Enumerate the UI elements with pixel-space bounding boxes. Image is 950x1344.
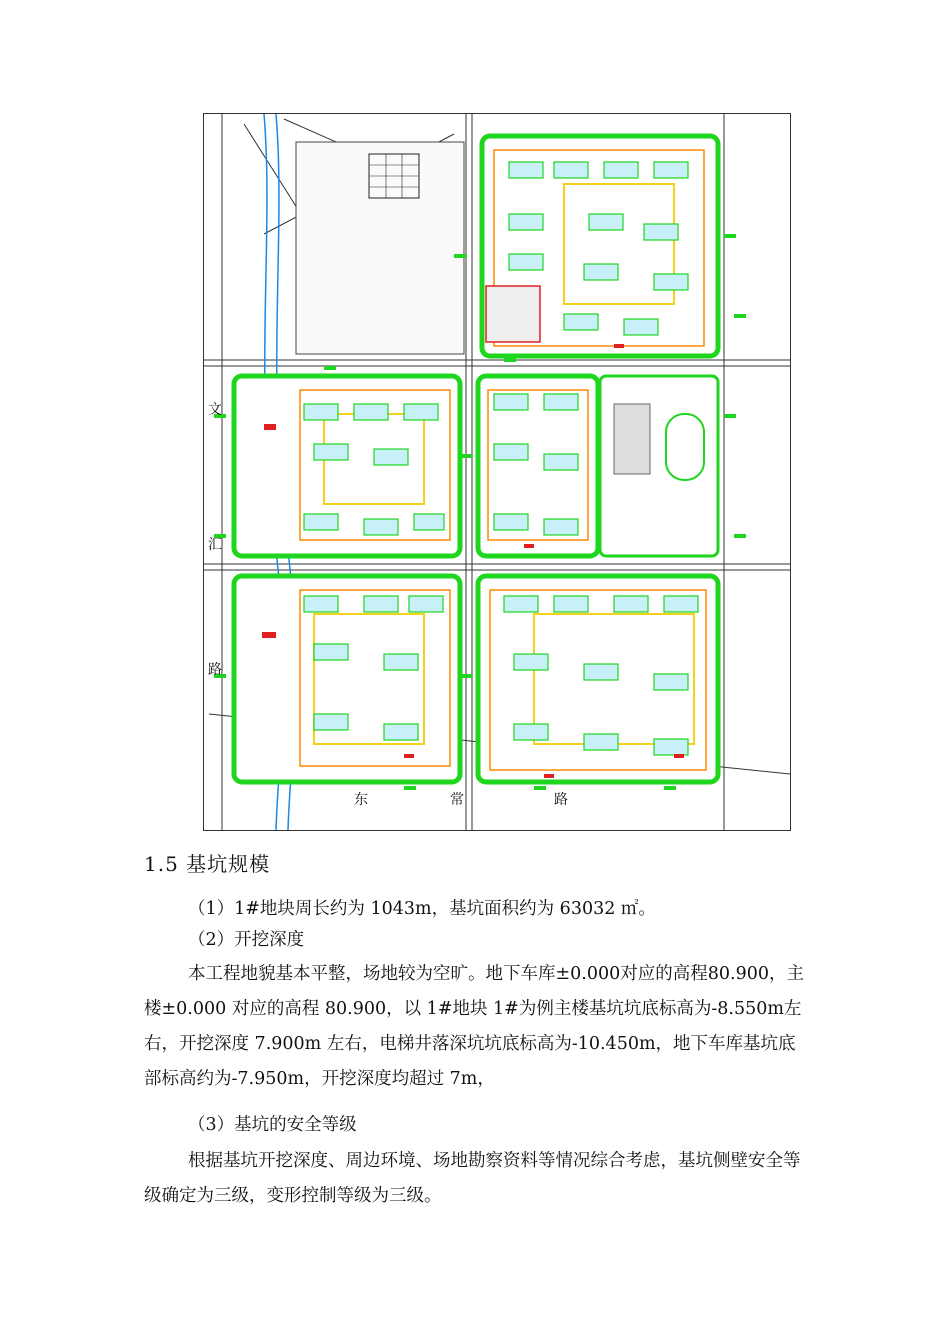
- road-label-4: 东: [354, 792, 368, 808]
- site-plan-svg: [204, 114, 790, 830]
- road-label-3: 路: [208, 662, 222, 678]
- site-plan-drawing: [203, 113, 791, 831]
- lot-empty-north: [296, 142, 464, 354]
- depth-paragraph: 本工程地貌基本平整，场地较为空旷。地下车库±0.000对应的高程80.900，主楼±0.000 对应的高程 80.900，以 1#地块 1#为例主楼基坑坑底标高为-8.550m左右，开挖深度 7.900m 左右，电梯井落深坑坑底标高为-10.450m，地下车库基坑底部标高约为-7.950m，开挖深度均超过 7m，: [144, 964, 804, 1089]
- perimeter-item: （1）1#地块周长约为 1043m，基坑面积约为 63032 ㎡。: [188, 899, 656, 919]
- road-label-5: 常: [450, 792, 464, 808]
- road-label-6: 路: [554, 792, 568, 808]
- safety-paragraph: 根据基坑开挖深度、周边环境、场地勘察资料等情况综合考虑，基坑侧壁安全等级确定为三级，变形控制等级为三级。: [144, 1151, 801, 1206]
- section-heading: 1.5 基坑规模: [144, 852, 271, 876]
- depth-title: （2）开挖深度: [188, 930, 305, 950]
- road-label-1: 文: [208, 402, 222, 418]
- block-e-school: [600, 376, 718, 556]
- road-label-2: 汇: [208, 537, 222, 553]
- safety-title: （3）基坑的安全等级: [188, 1115, 357, 1135]
